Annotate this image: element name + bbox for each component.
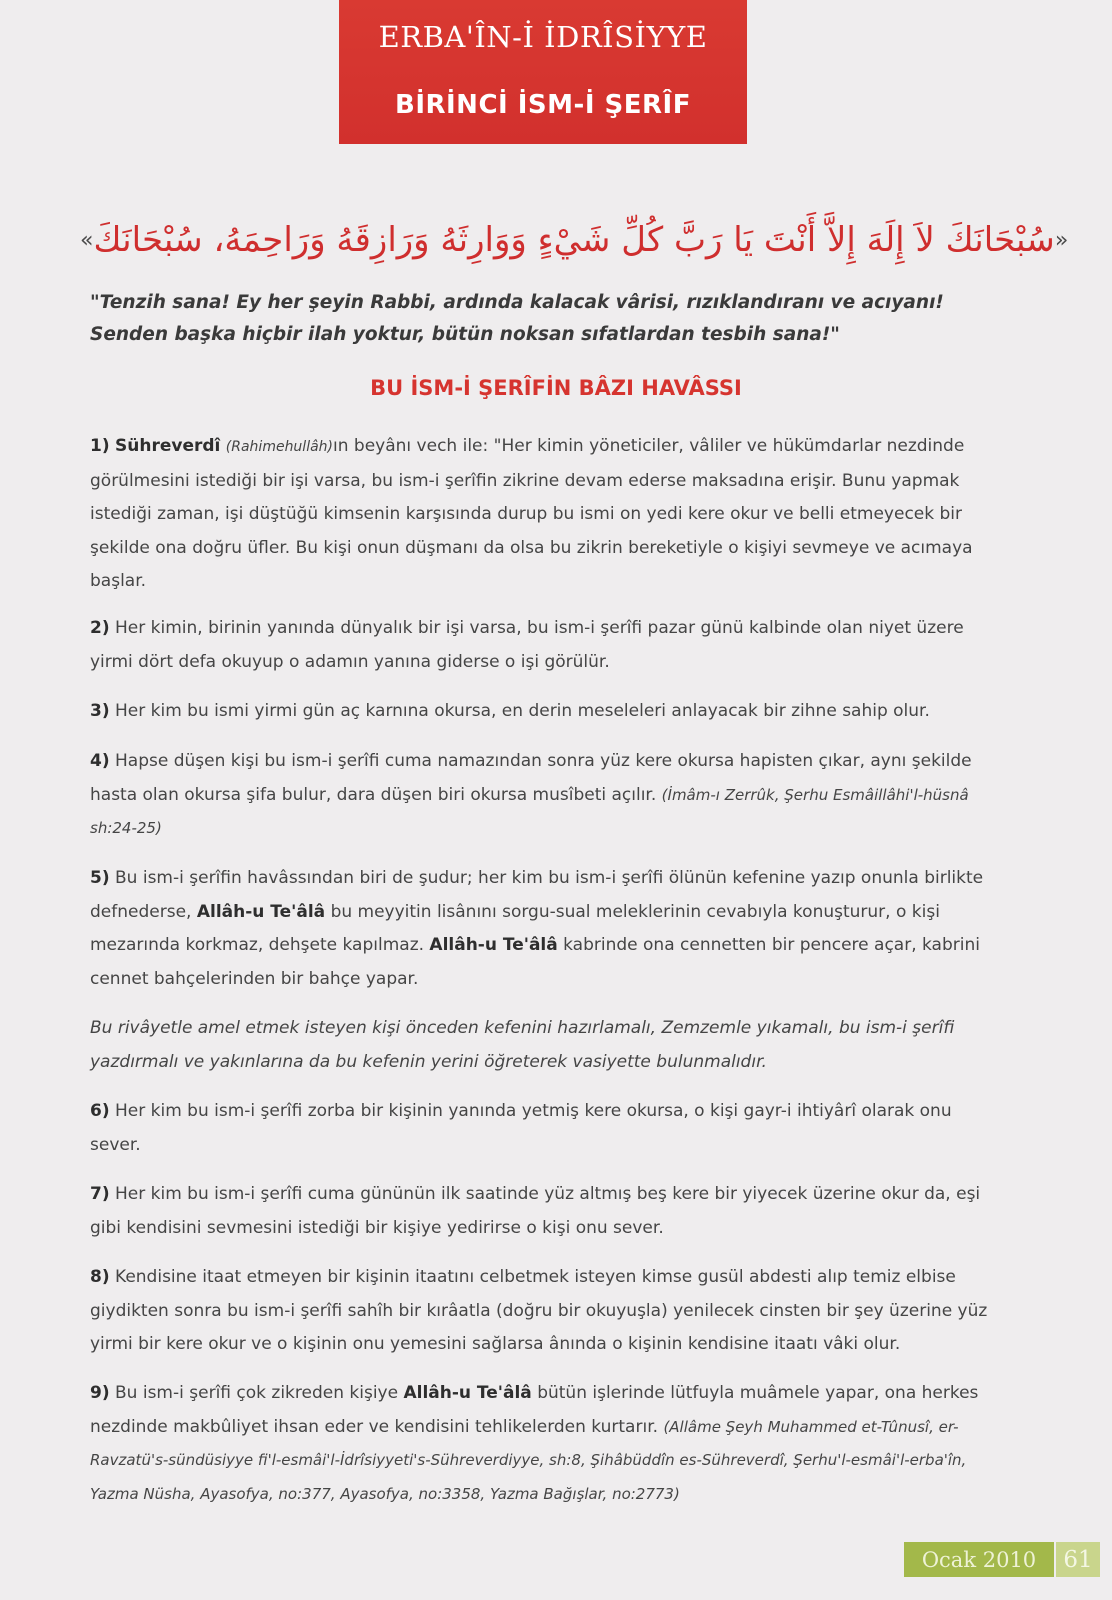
footer-issue-date: Ocak 2010 [904, 1542, 1054, 1577]
list-item-7 [90, 1178, 1000, 1245]
header-banner [339, 0, 747, 144]
item-text: Her kimin, birinin yanında dünyalık bir işi varsa, bu ism-i şerîfi pazar günü kalbinde olan niyet üzere yirmi dört defa okuyup o adamın yanına giderse o işi görülür. [90, 618, 964, 672]
item-text: Hapse düşen kişi bu ism-i şerîfi cuma namazından sonra yüz kere okursa hapisten çıkar, aynı şekilde hasta olan okursa şifa bulur, dara düşen biri okursa musîbeti açılır. [90, 751, 972, 805]
arabic-open-quote: « [80, 227, 94, 253]
item-number: 4) [90, 751, 110, 771]
divine-name: Allâh-u Te'âlâ [196, 901, 326, 922]
list-item-6 [90, 1095, 1000, 1162]
list-item-2 [90, 612, 1000, 679]
item-text: Kendisine itaat etmeyen bir kişinin itaatını celbetmek isteyen kimse gusül abdesti alıp temiz elbise giydikten sonra bu ism-i şerîfi sahîh bir kırâatla (doğru bir okuyuşla) yenilecek cinsten bir şey üzerine yüz yirmi bir kere okur ve o kişinin onu yemesini sağlarsa ânında o kişinin kendisine itaatı vâki olur. [90, 1267, 988, 1354]
item-number: 8) [90, 1267, 110, 1287]
italic-note: Bu rivâyetle amel etmek isteyen kişi önceden kefenini hazırlamalı, Zemzemle yıkamalı, bu ism-i şerîfi yazdırmalı ve yakınlarına da bu kefenin yerini öğreterek vasiyette bulunmalıdır. [90, 1018, 955, 1072]
page-number: 61 [1056, 1542, 1100, 1577]
item-text: ın beyânı vech ile: "Her kimin yöneticiler, vâliler ve hükümdarlar nezdinde görülmesini istediği bir işi varsa, bu ism-i şerîfin zikrine devam ederse maksadına erişir. Bunu yapmak istediği zaman, işi düştüğü kimsenin karşısında durup bu ismi on yedi kere okur ve belli etmeyecek bir şekilde ona doğru üfler. Bu kişi onun düşmanı da olsa bu zikrin bereketiyle o kişiyi sevmeye ve acımaya başlar. [90, 436, 973, 591]
item-text: Bu ism-i şerîfi çok zikreden kişiye [115, 1383, 399, 1403]
arabic-dua [80, 212, 1069, 268]
header-subtitle: BİRİNCİ İSM-İ ŞERÎF [395, 90, 691, 120]
translation: "Tenzih sana! Ey her şeyin Rabbi, ardında kalacak vârisi, rızıklandıranı ve acıyanı! Senden başka hiçbir ilah yoktur, bütün noksan sıfatlardan tesbih sana!" [90, 292, 944, 345]
divine-name: Allâh-u Te'âlâ [429, 935, 558, 955]
list-item-5 [90, 862, 1000, 996]
item-number: 2) [90, 618, 110, 638]
list-item-9 [90, 1377, 1000, 1511]
section-title: BU İSM-İ ŞERÎFİN BÂZI HAVÂSSI [370, 376, 742, 400]
item-number: 5) [90, 868, 110, 888]
source-reference: (Allâme Şeyh Muhammed et-Tûnusî, er-Ravzatü's-sündüsiyye fi'l-esmâi'l-İdrîsiyyeti's-Sühreverdiyye, sh:8, Şihâbüddîn es-Sühreverdî, Şerhu'l-esmâi'l-erba'în, Yazma Nüsha, Ayasofya, no:377, Ayasofya, no:3358, Yazma Bağışlar, no:2773) [90, 1417, 967, 1503]
item-number: 3) [90, 701, 110, 721]
item-number: 7) [90, 1184, 110, 1204]
list-item-8 [90, 1261, 1000, 1362]
list-item-4 [90, 745, 1000, 846]
item-number: 6) [90, 1101, 110, 1121]
item-text: Her kim bu ism-i şerîfi zorba bir kişinin yanında yetmiş kere okursa, o kişi gayr-i ihtiyârî olarak onu sever. [90, 1101, 952, 1155]
honorific: (Rahimehullâh) [225, 439, 334, 455]
divine-name: Allâh-u Te'âlâ [403, 1383, 532, 1403]
item-text: Her kim bu ism-i şerîfi cuma gününün ilk saatinde yüz altmış beş kere bir yiyecek üzerine okur da, eşi gibi kendisini sevmesini istediği bir kişiye yedirirse o kişi onu sever. [90, 1184, 981, 1238]
item-text: bütün işlerinde lütfuyla muâmele yapar, ona herkes nezdinde makbûliyet ihsan eder ve kendisini tehlikelerden kurtarır. [90, 1383, 979, 1437]
list-item-1 [90, 430, 1000, 599]
item-number: 1) [90, 436, 110, 456]
item-text: Her kim bu ismi yirmi gün aç karnına okursa, en derin meseleleri anlayacak bir zihne sahip olur. [115, 701, 930, 721]
item-text: kabrinde ona cennetten bir pencere açar, kabrini cennet bahçelerinden bir bahçe yapar. [90, 935, 980, 989]
arabic-text: سُبْحَانَكَ لاَ إِلَهَ إِلاَّ أَنْتَ يَا رَبَّ كُلِّ شَيْءٍ وَوَارِثَهُ وَرَازِقَهُ وَرَاحِمَهُ، سُبْحَانَكَ [93, 220, 1055, 260]
item-text: bu meyyitin lisânını sorgu-sual meleklerinin cevabıyla konuşturur, o kişi mezarında korkmaz, dehşete kapılmaz. [90, 901, 940, 955]
author-name: Sühreverdî [115, 436, 221, 456]
item-number: 9) [90, 1383, 110, 1403]
arabic-close-quote: » [1054, 227, 1069, 253]
list-item-3 [90, 695, 1000, 729]
header-title: ERBA'ÎN-İ İDRÎSİYYE [378, 20, 708, 54]
item-text: Bu ism-i şerîfin havâssından biri de şudur; her kim bu ism-i şerîfi ölünün kefenine yazıp onunla birlikte defnederse, [90, 868, 984, 922]
source-reference: (İmâm-ı Zerrûk, Şerhu Esmâillâhi'l-hüsnâ sh:24-25) [90, 785, 969, 837]
